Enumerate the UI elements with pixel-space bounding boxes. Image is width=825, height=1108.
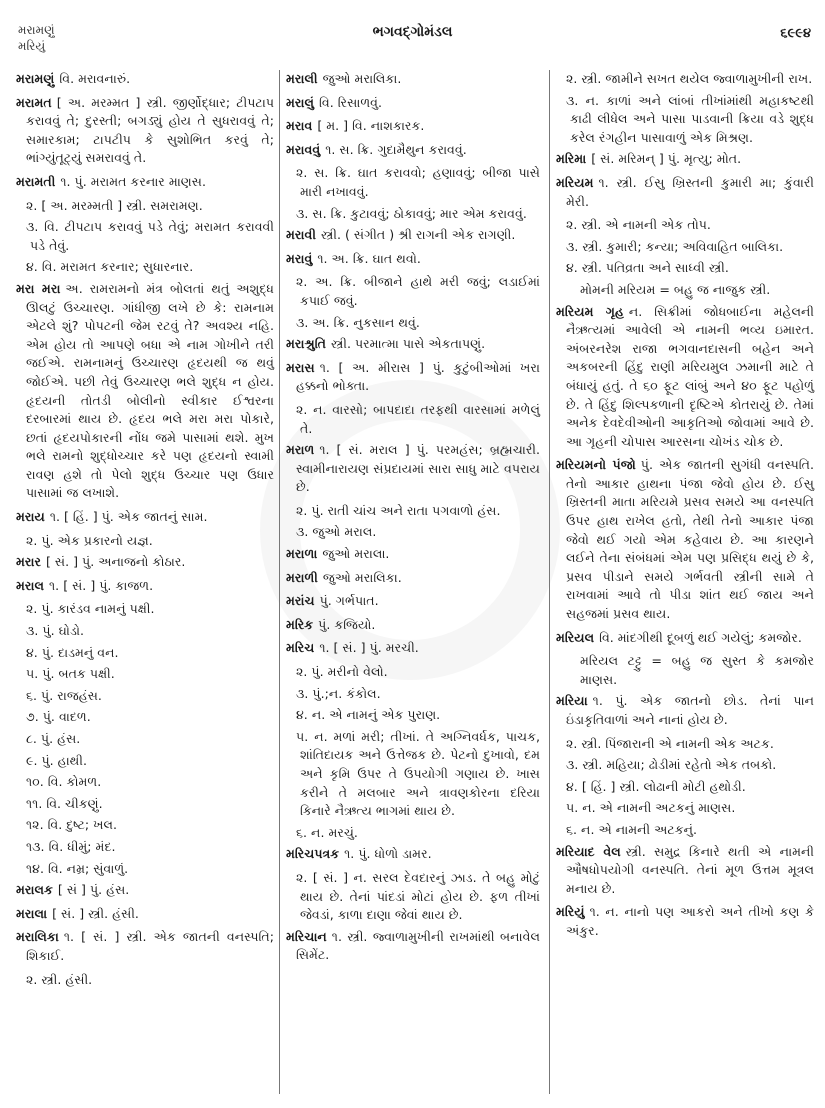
definition-text: ૨. પું. એક પ્રકારનો યજ્ઞ. [26,532,153,548]
definition-text: ૬. ન. એ નામની અટકનું. [566,821,697,837]
definition-text: ૮. પું. હંસ. [26,731,81,746]
sub-sense [16,795,274,814]
idiom-line [556,652,814,689]
definition-text: ૩. સ્ત્રી. કુમારી; કન્યા; અવિવાહિત બાલિકા. [566,238,784,254]
sub-sense [16,197,274,216]
headword: મરાવ [286,118,313,134]
sub-sense [16,644,274,663]
definition-text: ૧. [ સં. મરાલ ] પું. પરમહંસ; બ્રહ્મચારી. સ્વામીનારાયણ સંપ્રદાયમાં સારા સાધુ માટે વપરાય છે. [296,442,540,495]
sub-sense [16,773,274,792]
definition-text: ૬. ન. મરચું. [296,824,358,840]
definition-text: ૧૩. વિ. ધીમું; મંદ. [26,838,116,854]
dictionary-entry [286,928,540,965]
sub-sense [556,778,814,797]
headword: મરિચાન [286,928,327,944]
dictionary-entry [556,174,814,211]
dictionary-entry [286,117,540,136]
definition-text: [ સં. ] સ્ત્રી. હંસી. [52,905,139,921]
column-1 [16,70,274,992]
definition-text: પું. ગર્ભપાત. [319,593,379,609]
definition-text: વિ. રિસાળવું. [319,94,383,110]
headword: મરાલી [286,71,318,86]
dictionary-entry [286,845,540,864]
definition-text: [ સં. ] પું. અનાજનો કોઠાર. [46,554,186,570]
headword: મરિયું [556,904,585,920]
page-number: ૬૯૯૪ [780,26,811,41]
definition-text: સ્ત્રી. ( સંગીત ) શ્રી રાગની એક રાગણી. [320,227,516,243]
definition-text: સ્ત્રી. સમુદ્ર કિનારે થતી એ નામની ઔષધોપયોગી વનસ્પતિ. તેનાં મૂળ ઉત્તમ મૂત્રલ મનાય છે. [566,843,814,896]
dictionary-entry [16,70,274,89]
definition-text: ૩. અ. ક્રિ. નુકસાન થવું. [296,314,420,330]
dictionary-entry [556,903,814,940]
definition-text: ૧૧. વિ. ચીકણું. [26,795,103,811]
headword: મરાલક [16,882,53,898]
definition-text: ૪. સ્ત્રી. પતિવ્રતા અને સાધ્વી સ્ત્રી. [566,260,729,276]
definition-text: મરિયલ ટટ્ટુ = બહુ જ સુસ્ત કે કમજોર માણસ. [580,653,814,687]
headword: મરાસ [286,359,315,375]
headword: મરાળી [286,569,318,585]
headword: મરામતી [16,173,56,189]
dictionary-entry [556,456,814,623]
sub-sense [556,216,814,235]
definition-text: અ. રામરામનો મંત્ર બોલતાં થતું અશુદ્ધ ઊલટું ઉચ્ચારણ. ગાંધીજી લખે છે કે: રામનામ એટલે શું? પોપટની જેમ રટવું તે? અવશ્ય નહિ. એમ હોય તો આપણે બધા એ નામ ગોખીને તરી જઈએ. રામનામનું ઉચ્ચારણ હૃદયથી જ થવું જોઈએ. પછી તેવું ઉચ્ચારણ ભલે શુદ્ધ ન હોય. હૃદયની તોતડી બોલીનો સ્વીકાર ઈશ્વરના દરબારમાં થાય છે. હૃદય ભલે મરા મરા પોકારે, છતાં હૃદયપોકારની નોંધ જમે પાસામાં થશે. મુખ ભલે રામનો શુદ્ધોચ્ચાર કરે પણ હૃદયનો સ્વામી રાવણ હશે તો પેલો શુદ્ધ ઉચ્ચાર પણ ઉધાર પાસામાં જ લખાશે. [26,280,274,501]
sub-sense [286,663,540,682]
sub-sense [16,532,274,551]
headword: મરિયમનો પંજો [556,457,636,473]
definition-text: ૨. પું. મરીનો વેલો. [296,664,388,680]
definition-text: ૩. સ્ત્રી. મહિયા; ઢોડીમાં રહેતો એક તબકો. [566,757,777,773]
sub-sense [556,238,814,257]
headword: મરિયલ [556,629,595,645]
sub-sense [556,756,814,775]
sub-sense [556,259,814,278]
definition-text: ૨. સ્ત્રી. પિંજારાની એ નામની એક અટક. [566,735,774,751]
sub-sense [16,708,274,727]
definition-text: પું. એક જાતની સુગંધી વનસ્પતિ. તેનો આકાર હાથના પંજા જેવો હોય છે. ઈસુ ખ્રિસ્તની માતા મરિયમે પ્રસવ સમયે આ વનસ્પતિ ઉપર હાથ રાખેલ હતો, તેથી તેનો આકાર પંજા જેવો થઈ ગયો એમ કહેવાય છે. આ કારણને લઈને તેના સંબંધમાં એમ પણ પ્રસિદ્ધ થયું છે કે, પ્રસવ પીડાને સમયે ગર્ભવતી સ્ત્રીની સામે તે રાખવામાં આવે તો પીડા શાંત થઈ જાય અને સહજમાં પ્રસવ થાય. [566,457,815,622]
definition-text: ૫. પું. બતક પક્ષી. [26,666,115,682]
sub-sense [16,687,274,706]
column-divider [279,70,280,1094]
sub-sense [16,816,274,835]
definition-text: [ અ. મરમ્મત ] સ્ત્રી. જીર્ણોદ્ધાર; ટીપટાપ કરાવવું તે; દુરસ્તી; બગડ્યું હોય તે સુધરાવવું તે; સમારકામ; ટાપટીપ કે સુશોભિત કરવું તે; ભાંગ્યુંતૂટ્યું સમરાવવું તે. [26,94,274,166]
sub-sense [16,730,274,749]
definition-text: ન. સિક્રીમાં જોધબાઈના મહેલની નૈઋત્યમાં આવેલી એ નામની ભવ્ય ઇમારત. અંબરનરેશ રાજા ભગવાનદાસની બહેન અને અકબરની હિંદુ રાણી મરિયમુલ ઝમાની માટે તે બંધાયું હતું. તે ૬૦ ફૂટ લાંબું અને ૪૦ ફૂટ પહોળું છે. તે હિંદુ શિલ્પકળાની દૃષ્ટિએ કોતરાયું છે. તેમાં અનેક દેવદેવીઓની આકૃતિઓ જોવામાં આવે છે. આ ગૃહની ચોપાસ આરસના ચોખંડ ચોક છે. [566,303,814,449]
headword: મરિમા [556,151,587,167]
definition-text: ૨. અ. ક્રિ. બીજાને હાથે મરી જવું; લડાઈમાં કપાઈ જવું. [296,274,540,308]
definition-text: ૨. [ અ. મરમ્મતી ] સ્ત્રી. સમરામણ. [26,197,203,213]
dictionary-entry [286,359,540,396]
headword: મરાવવું [286,141,321,157]
definition-text: ૭. પું. વાદળ. [26,709,91,725]
definition-text: ૩. પું.;ન. કંકોલ. [296,685,381,701]
definition-text: ૧. અ. ક્રિ. ઘાત થવો. [317,250,421,266]
headword: મરાર [16,554,41,570]
sub-sense [286,523,540,542]
dictionary-entry [16,881,274,900]
headword: મરાંચ [286,593,315,609]
column-divider [549,70,550,1094]
dictionary-entry [556,303,814,452]
definition-text: ૯. પું. હાથી. [26,752,87,768]
headword: મરિયાદ વેલ [556,843,621,859]
dictionary-entry [16,94,274,168]
headword: મરાળ [286,442,315,458]
sub-sense [556,92,814,148]
headword: મરાલ [16,577,45,593]
definition-text: વિ. મરાવનારું. [59,71,131,86]
definition-text: ૧૨. વિ. દુષ્ટ; ખલ. [26,817,118,833]
dictionary-entry [286,545,540,564]
definition-text: ૩. પું. ઘોડો. [26,623,85,639]
definition-text: જુઓ મરાલિકા. [322,71,402,86]
definition-text: ૧. [ સં. ] સ્ત્રી. એક જાતની વનસ્પતિ; શિકાઈ. [26,929,274,963]
definition-text: ૩. સ. ક્રિ. કુટાવવું; ઠોકાવવું; માર એમ કરાવવું. [296,205,527,221]
idiom-line [556,281,814,300]
definition-text: ૩. વિ. ટીપટાપ કરાવવું પડે તેવું; મરામત કરાવવી પડે તેવું. [26,219,274,253]
headword: મરિયમ ગૃહ [556,303,624,319]
definition-text: ૫. ન. એ નામની અટકનું માણસ. [566,800,736,816]
headword: મરામત [16,94,52,110]
definition-text: ૨. સ. ક્રિ. ઘાત કરાવવો; હણાવવું; બીજા પાસે મારી નખાવવું. [296,165,540,199]
sub-sense [556,799,814,818]
definition-text: ૬. પું. રાજહંસ. [26,687,102,703]
dictionary-entry [286,70,540,89]
sub-sense [16,218,274,255]
definition-text: ૧. સ્ત્રી. જ્વાળામુખીની રાખમાંથી બનાવેલ સિમેંટ. [296,928,540,963]
guide-word-last: મરિયું [18,39,46,53]
definition-text: વિ. માંદગીથી દૂબળું થઈ ગયેલું; કમજોર. [599,629,802,645]
headword: મરાવી [286,227,316,243]
guide-word-first: મરામણું [18,23,55,37]
sub-sense [16,752,274,771]
dictionary-entry [286,335,540,354]
dictionary-entry [16,280,274,503]
definition-text: ૩. ન. કાળાં અને લાંબાં તીખાંમાંથી મહાકષ્ટથી કાઢી લીધેલ અને પાસા પાડવાની ક્રિયા વડે શુદ્ધ કરેલ રંગહીન પાસાવાળું એક મિશ્રણ. [566,92,814,145]
dictionary-entry [286,639,540,658]
dictionary-entry [556,150,814,169]
headword: મરિયા [556,693,588,709]
dictionary-entry [16,508,274,527]
dictionary-entry [16,905,274,924]
definition-text: ૧૦. વિ. કોમળ. [26,774,102,790]
definition-text: ૩. જુઓ મરાલ. [296,524,377,540]
sub-sense [286,706,540,725]
sub-sense [16,838,274,857]
sub-sense [286,205,540,224]
definition-text: ૪. ન. એ નામનું એક પુરાણ. [296,707,441,723]
sub-sense [16,860,274,879]
sub-sense [16,600,274,619]
dictionary-entry [556,843,814,899]
headword: મરાવું [286,250,313,266]
definition-text: ૪. [ હિં. ] સ્ત્રી. લોઢાની મોટી હથોડી. [566,778,746,794]
headword: મરા મરા [16,280,61,296]
sub-sense [286,164,540,201]
sub-sense [16,665,274,684]
sub-sense [556,821,814,840]
definition-text: ૧. [ સં. ] પું. મરચી. [319,640,419,656]
headword: મરાળા [286,546,318,562]
sub-sense [286,685,540,704]
definition-text: ૫. ન. મળાં મરી; તીખાં. તે અગ્નિવર્ધક, પાચક, શાંતિદાયક અને ઉત્તેજક છે. પેટનો દુખાવો, દમ અને કૃમિ ઉપર તે ઉપયોગી ગણાય છે. ખાસ કરીને તે મલબાર અને ત્રાવણકોરના દરિયા કિનારે નૈઋત્ય ભાગમાં થાય છે. [296,728,540,819]
definition-text: ૨. [ સં. ] ન. સરલ દેવદારનું ઝાડ. તે બહુ મોટું થાય છે. તેનાં પાંદડાં મોટાં હોય છે. ફળ તીખાં જેવડાં, કાળા દાણા જેવાં થાય છે. [296,869,540,923]
definition-text: ૨. સ્ત્રી. એ નામની એક તોપ. [566,217,711,233]
definition-text: [ સં. મરિમન્ ] પું. મૃત્યુ; મોત. [591,151,742,167]
definition-text: ૧. ન. નાનો પણ આકરો અને તીખો કણ કે અંકુર. [566,904,814,938]
definition-text: ૨. સ્ત્રી. જામીને સખત થયેલ જ્વાળામુખીની રાખ. [566,71,813,86]
definition-text: ૧. પું. મરામત કરનાર માણસ. [60,173,206,189]
book-title: ભગવદ્ગોમંડલ [372,24,453,40]
dictionary-entry [556,692,814,729]
headword: મરાલા [16,905,48,921]
sub-sense [286,401,540,438]
definition-text: ૧. સ. ક્રિ. ગુદામૈથુન કરાવવું. [325,141,467,157]
definition-text: ૧. [ હિં. ] પું. એક જાતનું સામ. [49,509,208,525]
headword: મરાય [16,509,45,525]
sub-sense [286,728,540,821]
headword: મરામણું [16,71,55,86]
dictionary-entry [286,441,540,497]
definition-text: ૪. પું. દાડમનું વન. [26,644,119,660]
dictionary-entry [286,94,540,113]
dictionary-entry [16,173,274,192]
definition-text: ૨. પું. રાતી ચાંચ અને રાતા પગવાળો હંસ. [296,502,501,518]
definition-text: જુઓ મરાલિકા. [322,569,402,585]
definition-text: ૨. પું. કારંડવ નામનું પક્ષી. [26,601,155,617]
definition-text: ૨. ન. વારસો; બાપદાદા તરફથી વારસામાં મળેલું તે. [296,401,540,436]
headword: મરાલું [286,94,315,110]
headword: મરિચપત્રક [286,846,340,862]
column-3 [556,70,814,946]
definition-text: મોમની મરિયમ = બહુ જ નાજુક સ્ત્રી. [580,281,771,297]
definition-text: ૧. પું. ધોળો ડામર. [344,846,432,862]
headword: મરાલિકા [16,929,59,945]
definition-text: ૧૪. વિ. નમ્ર; સુંવાળું. [26,860,129,876]
dictionary-entry [16,577,274,596]
headword: મરાશ્રુતિ [286,336,326,352]
sub-sense [556,735,814,754]
definition-text: [ સં ] પું. હંસ. [57,882,130,898]
headword: મરિક [286,616,314,632]
sub-sense [556,70,814,89]
dictionary-entry [286,226,540,245]
definition-text: સ્ત્રી. પરમાત્મા પાસે એકતાપણું. [330,336,486,352]
definition-text: ૧. સ્ત્રી. ઈસુ ખ્રિસ્તની કુમારી મા; કુંવારી મેરી. [566,174,814,209]
dictionary-entry [16,928,274,965]
sub-sense [286,869,540,925]
sub-sense [286,824,540,843]
dictionary-entry [16,553,274,572]
definition-text: ૨. સ્ત્રી. હંસી. [26,971,93,987]
dictionary-entry [286,569,540,588]
dictionary-entry [286,616,540,635]
headword: મરિયમ [556,174,594,190]
sub-sense [16,622,274,641]
dictionary-entry [286,592,540,611]
definition-text: ૧. [ સં. ] પું. કાજળ. [49,577,154,593]
definition-text: ૪. વિ. મરામત કરનાર; સુધારનાર. [26,259,194,275]
dictionary-entry [286,141,540,160]
dictionary-entry [556,629,814,648]
sub-sense [16,258,274,277]
column-2 [286,70,540,970]
sub-sense [286,502,540,521]
sub-sense [286,273,540,310]
definition-text: ૧. પું. એક જાતનો છોડ. તેનાં પાન ઇંડાકૃતિવાળાં અને નાનાં હોય છે. [566,693,814,727]
definition-text: જુઓ મરાલા. [322,546,390,562]
definition-text: પું. કજિયો. [318,616,376,632]
sub-sense [16,971,274,990]
headword: મરિચ [286,640,315,656]
definition-text: [ મ. ] વિ. નાશકારક. [317,118,425,134]
dictionary-entry [286,250,540,269]
sub-sense [286,314,540,333]
definition-text: ૧. [ અ. મીરાસ ] પું. કુટુંબીઓમાં ખરા હક્કનો ભોક્તા. [296,359,540,394]
